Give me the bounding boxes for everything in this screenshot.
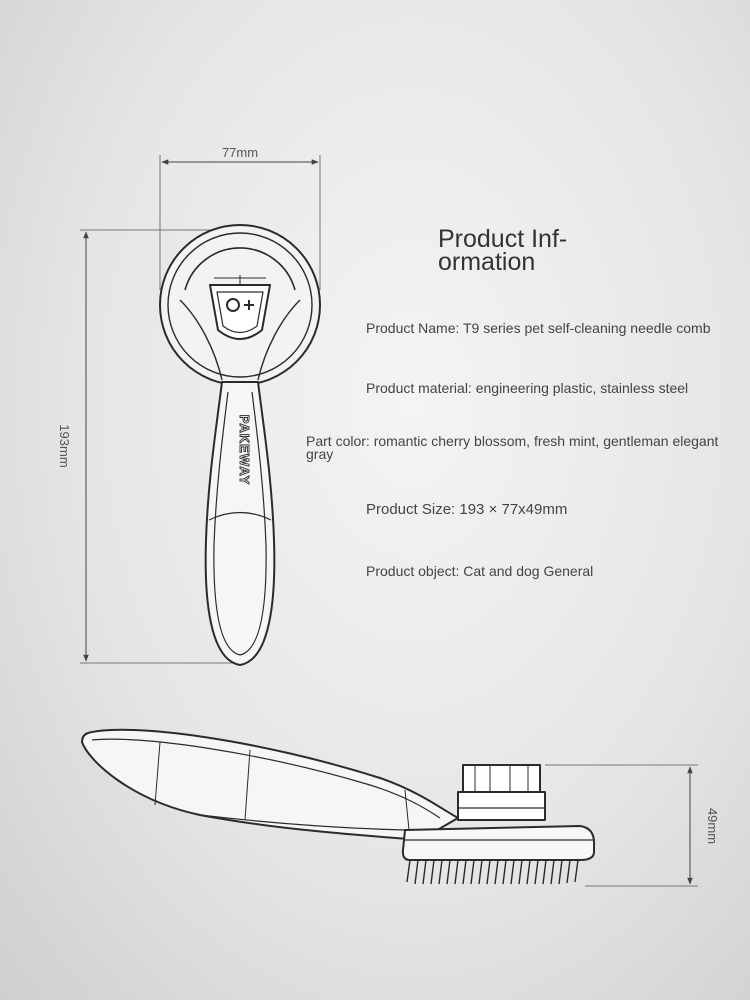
brand-logo: PAKEWAY [237, 414, 252, 486]
comb-side-view [82, 730, 594, 860]
page-title: Product Inf- ormation [438, 225, 568, 276]
product-color-text: Part color: romantic cherry blossom, fresh mint, gentleman elegant gray [306, 433, 719, 462]
height-label: 49mm [705, 807, 720, 845]
product-name-text: Product Name: T9 series pet self-cleaning needle comb [366, 320, 711, 336]
product-object-text: Product object: Cat and dog General [366, 563, 594, 579]
comb-bristles [407, 860, 578, 884]
product-size-text: Product Size: 193 × 77x49mm [366, 501, 568, 518]
width-label: 77mm [221, 145, 259, 160]
length-label: 193mm [57, 424, 72, 468]
product-material-text: Product material: engineering plastic, stainless steel [366, 380, 689, 396]
